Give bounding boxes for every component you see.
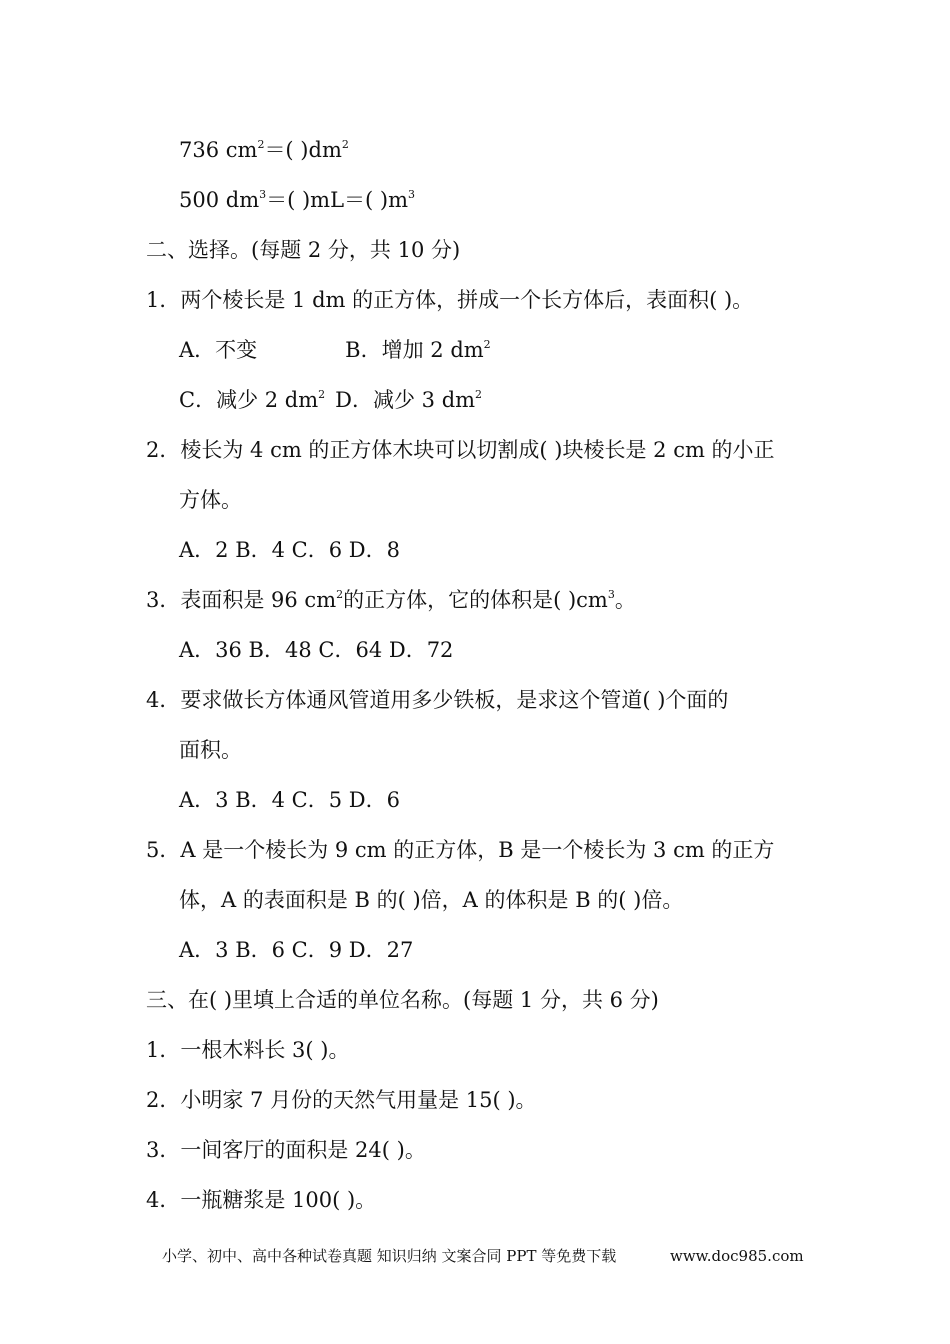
superscript: 2	[341, 138, 349, 151]
question-3-4: 4．一瓶糖浆是 100( )。	[146, 1188, 377, 1212]
question-2-5-stem-line-1: 5．A 是一个棱长为 9 cm 的正方体，B 是一个棱长为 3 cm 的正方	[146, 838, 775, 862]
footer-website-link[interactable]: www.doc985.com	[670, 1247, 804, 1265]
superscript: 3	[408, 188, 416, 201]
question-2-3-stem-part-3: 。	[614, 588, 636, 612]
option-c: C．减少 2 dm	[179, 388, 319, 412]
superscript: 3	[607, 588, 615, 601]
question-2-3-stem	[146, 586, 636, 614]
superscript: 2	[483, 338, 491, 351]
superscript: 2	[318, 388, 326, 401]
conversion-2-left: 500 dm	[179, 188, 260, 212]
superscript: 2	[257, 138, 265, 151]
section-2-heading: 二、选择。(每题 2 分，共 10 分)	[146, 238, 461, 262]
footer-promo-text: 小学、初中、高中各种试卷真题 知识归纳 文案合同 PPT 等免费下载	[162, 1247, 617, 1265]
option-a: A．不变	[179, 338, 258, 362]
superscript: 2	[475, 388, 483, 401]
question-2-3-stem-part-2: 的正方体，它的体积是( )cm	[343, 588, 608, 612]
conversion-1-right: ＝( )dm	[264, 138, 342, 162]
superscript: 3	[259, 188, 267, 201]
page-footer	[0, 1244, 950, 1268]
question-2-2-stem-line-1: 2．棱长为 4 cm 的正方体木块可以切割成( )块棱长是 2 cm 的小正	[146, 438, 775, 462]
question-3-3: 3．一间客厅的面积是 24( )。	[146, 1138, 426, 1162]
question-2-1-options-row-1	[179, 336, 491, 364]
option-d: D．减少 3 dm	[335, 388, 476, 412]
question-2-5-options: A．3 B．6 C．9 D．27	[179, 938, 414, 962]
question-2-2-options: A．2 B．4 C．6 D．8	[179, 538, 400, 562]
question-2-4-options: A．3 B．4 C．5 D．6	[179, 788, 400, 812]
question-3-1: 1．一根木料长 3( )。	[146, 1038, 350, 1062]
section-3-heading: 三、在( )里填上合适的单位名称。(每题 1 分，共 6 分)	[146, 988, 659, 1012]
option-b: B．增加 2 dm	[345, 338, 484, 362]
question-2-3-options: A．36 B．48 C．64 D．72	[179, 638, 454, 662]
question-2-4-stem-line-2: 面积。	[179, 738, 242, 762]
question-2-1-options-row-2	[179, 386, 482, 414]
superscript: 2	[336, 588, 344, 601]
question-2-2-stem-line-2: 方体。	[179, 488, 242, 512]
question-2-3-stem-part-1: 3．表面积是 96 cm	[146, 588, 337, 612]
question-2-1-stem: 1．两个棱长是 1 dm 的正方体，拼成一个长方体后，表面积( )。	[146, 288, 754, 312]
question-2-4-stem-line-1: 4．要求做长方体通风管道用多少铁板，是求这个管道( )个面的	[146, 688, 729, 712]
conversion-2	[179, 186, 415, 214]
conversion-1-left: 736 cm	[179, 138, 258, 162]
question-3-2: 2．小明家 7 月份的天然气用量是 15( )。	[146, 1088, 537, 1112]
conversion-1	[179, 136, 349, 164]
question-2-5-stem-line-2: 体，A 的表面积是 B 的( )倍，A 的体积是 B 的( )倍。	[179, 888, 684, 912]
conversion-2-right: ＝( )mL＝( )m	[266, 188, 409, 212]
